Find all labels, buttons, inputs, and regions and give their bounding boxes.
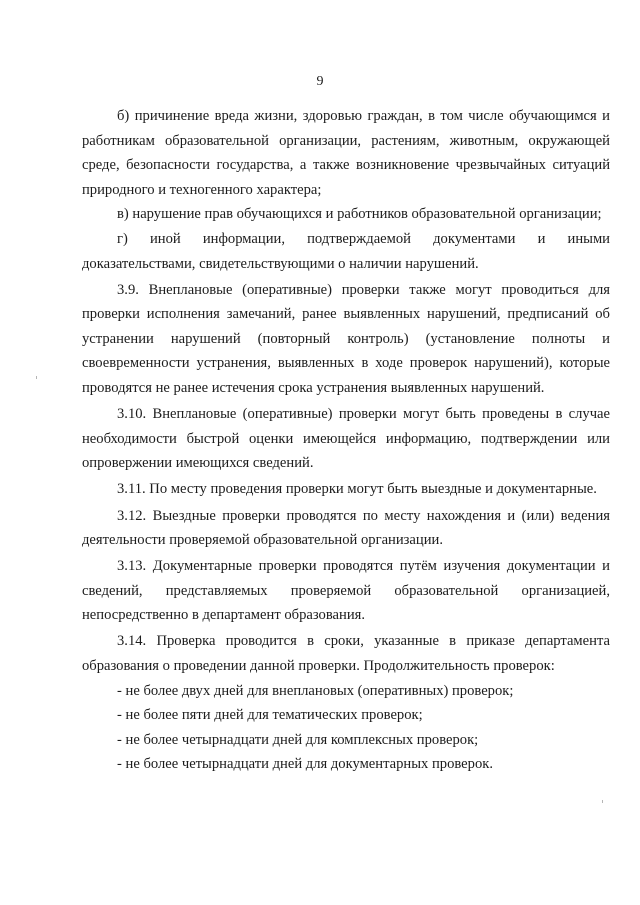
list-item: - не более двух дней для внеплановых (оперативных) проверок; xyxy=(117,682,514,699)
margin-mark xyxy=(602,800,603,803)
paragraph-g: г) иной информации, подтверждаемой документами и иными доказательствами, свидетельствующими о наличии нарушений. xyxy=(82,230,610,272)
document-body xyxy=(82,104,610,777)
list-item: - не более пяти дней для тематических проверок; xyxy=(117,707,423,724)
paragraph-3-14: 3.14. Проверка проводится в сроки, указанные в приказе департамента образования о проведении данной проверки. Продолжительность проверок: xyxy=(82,633,610,675)
margin-mark xyxy=(36,376,37,379)
paragraph-3-10: 3.10. Внеплановые (оперативные) проверки могут быть проведены в случае необходимости быстрой оценки имеющейся информацию, подтверждении или опровержении имеющихся сведений. xyxy=(82,406,610,472)
paragraph-v: в) нарушение прав обучающихся и работников образовательной организации; xyxy=(117,206,602,223)
paragraph-3-12: 3.12. Выездные проверки проводятся по месту нахождения и (или) ведения деятельности проверяемой образовательной организации. xyxy=(82,507,610,549)
paragraph-b: б) причинение вреда жизни, здоровью граждан, в том числе обучающимся и работникам образовательной организации, растениям, животным, окружающей среде, безопасности государства, а также возникновение чрезвычайных ситуаций природного и техногенного характера; xyxy=(82,108,610,198)
paragraph-3-9: 3.9. Внеплановые (оперативные) проверки также могут проводиться для проверки исполнения замечаний, ранее выявленных нарушений, предписаний об устранении нарушений (повторный контроль) (установление полноты и своевременности устранения, выявленных в ходе проверок нарушений), которые проводятся не ранее истечения срока устранения выявленных нарушений. xyxy=(82,281,610,397)
list-item: - не более четырнадцати дней для комплексных проверок; xyxy=(117,731,479,748)
paragraph-3-13: 3.13. Документарные проверки проводятся путём изучения документации и сведений, представляемых проверяемой образовательной организацией, непосредственно в департамент образования. xyxy=(82,558,610,624)
list-item: - не более четырнадцати дней для документарных проверок. xyxy=(117,756,493,773)
paragraph-3-11: 3.11. По месту проведения проверки могут быть выездные и документарные. xyxy=(117,481,597,498)
page-number: 9 xyxy=(316,74,324,89)
